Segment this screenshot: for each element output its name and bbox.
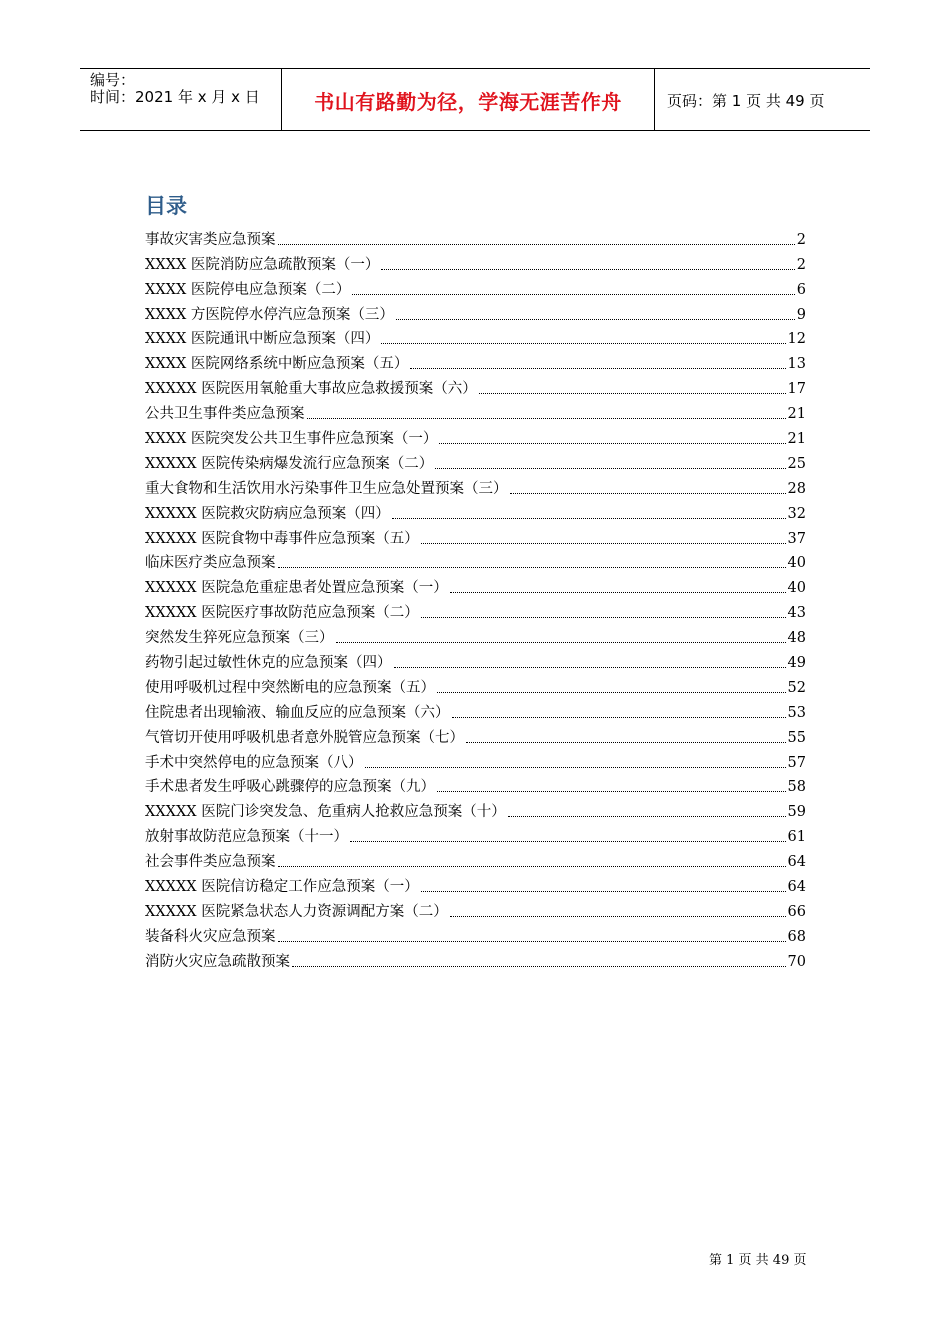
toc-entry[interactable] (145, 324, 806, 349)
toc-entry-page[interactable]: 59 (787, 804, 806, 821)
toc-entry-page[interactable]: 40 (787, 555, 806, 572)
toc-entry-page[interactable]: 6 (796, 281, 806, 298)
toc-entry-page[interactable]: 49 (787, 655, 806, 672)
toc-dot-leader (336, 642, 786, 643)
toc-entry-title[interactable]: 使用呼吸机过程中突然断电的应急预案（五） (145, 679, 435, 696)
toc-entry-page[interactable]: 52 (787, 679, 806, 696)
toc-dot-leader (479, 393, 786, 394)
toc-entry[interactable] (145, 697, 806, 722)
toc-entry[interactable] (145, 871, 806, 896)
toc-entry-title[interactable]: 药物引起过敏性休克的应急预案（四） (145, 655, 392, 672)
toc-entry[interactable] (145, 722, 806, 747)
toc-dot-leader (350, 841, 786, 842)
toc-entry-page[interactable]: 53 (787, 704, 806, 721)
toc-entry-title[interactable]: XXXX 方医院停水停汽应急预案（三） (145, 306, 394, 323)
header-meta (80, 69, 282, 130)
toc-entry-page[interactable]: 64 (787, 854, 806, 871)
toc-entry-title[interactable]: 公共卫生事件类应急预案 (145, 406, 305, 423)
toc-entry[interactable] (145, 473, 806, 498)
header-page-info: 页码：第 1 页 共 49 页 (667, 92, 825, 110)
toc-dot-leader (278, 567, 786, 568)
toc-entry-title[interactable]: XXXX 医院网络系统中断应急预案（五） (145, 356, 409, 373)
toc-dot-leader (410, 368, 785, 369)
toc-dot-leader (439, 443, 785, 444)
toc-dot-leader (508, 816, 786, 817)
toc-dot-leader (421, 891, 786, 892)
toc-entry[interactable] (145, 423, 806, 448)
toc-dot-leader (307, 418, 786, 419)
toc-dot-leader (278, 866, 786, 867)
toc-entry-page[interactable]: 48 (787, 630, 806, 647)
toc-entry-page[interactable]: 17 (787, 381, 806, 398)
toc-entry-page[interactable]: 55 (787, 729, 806, 746)
toc-dot-leader (435, 468, 785, 469)
toc-entry-title[interactable]: XXXXX 医院紧急状态人力资源调配方案（二） (145, 903, 448, 920)
toc-entry[interactable] (145, 647, 806, 672)
toc-entry-title[interactable]: 装备科火灾应急预案 (145, 928, 276, 945)
toc-entry-title[interactable]: XXXX 医院停电应急预案（二） (145, 281, 351, 298)
toc-entry[interactable] (145, 622, 806, 647)
toc-entry[interactable] (145, 846, 806, 871)
header-number-label: 编号： (90, 71, 136, 89)
toc-entry-page[interactable]: 2 (796, 231, 806, 248)
toc-dot-leader (394, 667, 786, 668)
toc-entry-page[interactable]: 32 (787, 505, 806, 522)
page-footer: 第 1 页 共 49 页 (709, 1253, 807, 1268)
toc-entry-page[interactable]: 40 (787, 580, 806, 597)
toc-entry-title[interactable]: XXXXX 医院医用氧舱重大事故应急救援预案（六） (145, 381, 477, 398)
toc-entry-title[interactable]: XXXXX 医院医疗事故防范应急预案（二） (145, 605, 419, 622)
toc-entry-title[interactable]: XXXX 医院消防应急疏散预案（一） (145, 256, 380, 273)
toc-entry-title[interactable]: 临床医疗类应急预案 (145, 555, 276, 572)
toc-dot-leader (437, 791, 786, 792)
toc-dot-leader (450, 592, 786, 593)
toc-dot-leader (381, 269, 794, 270)
toc-entry-title[interactable]: XXXXX 医院传染病爆发流行应急预案（二） (145, 455, 434, 472)
toc-dot-leader (278, 941, 786, 942)
toc-entry-page[interactable]: 43 (787, 605, 806, 622)
header-motto-cell (282, 69, 655, 130)
toc-entry-page[interactable]: 21 (787, 431, 806, 448)
toc-entry-page[interactable]: 13 (787, 356, 806, 373)
toc-entry[interactable] (145, 348, 806, 373)
header-page-cell (655, 69, 870, 130)
toc-dot-leader (292, 966, 786, 967)
toc-dot-leader (421, 543, 786, 544)
toc-dot-leader (510, 493, 786, 494)
toc-entry-title[interactable]: XXXXX 医院救灾防病应急预案（四） (145, 505, 390, 522)
toc-entry[interactable] (145, 572, 806, 597)
toc-dot-leader (381, 343, 785, 344)
toc-entry[interactable] (145, 548, 806, 573)
toc-dot-leader (421, 617, 786, 618)
toc-entry-title[interactable]: 消防火灾应急疏散预案 (145, 953, 290, 970)
toc-entry[interactable] (145, 597, 806, 622)
toc-entry-page[interactable]: 25 (787, 455, 806, 472)
table-of-contents (145, 224, 806, 971)
toc-entry[interactable] (145, 299, 806, 324)
toc-entry-title[interactable]: 手术中突然停电的应急预案（八） (145, 754, 363, 771)
toc-entry-page[interactable]: 9 (796, 306, 806, 323)
toc-entry-title[interactable]: XXXXX 医院信访稳定工作应急预案（一） (145, 879, 419, 896)
toc-entry[interactable] (145, 796, 806, 821)
toc-entry[interactable] (145, 498, 806, 523)
toc-entry-title[interactable]: XXXXX 医院急危重症患者处置应急预案（一） (145, 580, 448, 597)
toc-entry[interactable] (145, 896, 806, 921)
toc-entry-title[interactable]: 事故灾害类应急预案 (145, 231, 276, 248)
toc-dot-leader (452, 717, 786, 718)
toc-entry-page[interactable]: 28 (787, 480, 806, 497)
toc-dot-leader (450, 916, 786, 917)
toc-entry-title[interactable]: 重大食物和生活饮用水污染事件卫生应急处置预案（三） (145, 480, 508, 497)
toc-entry-page[interactable]: 64 (787, 879, 806, 896)
toc-entry-page[interactable]: 57 (787, 754, 806, 771)
toc-entry[interactable] (145, 448, 806, 473)
toc-entry[interactable] (145, 523, 806, 548)
toc-entry-title[interactable]: XXXX 医院通讯中断应急预案（四） (145, 331, 380, 348)
toc-entry[interactable] (145, 224, 806, 249)
toc-entry-title[interactable]: XXXXX 医院食物中毒事件应急预案（五） (145, 530, 419, 547)
toc-entry[interactable] (145, 772, 806, 797)
toc-dot-leader (352, 294, 794, 295)
toc-entry-title[interactable]: 放射事故防范应急预案（十一） (145, 829, 348, 846)
toc-entry[interactable] (145, 946, 806, 971)
toc-entry-title[interactable]: 气管切开使用呼吸机患者意外脱管应急预案（七） (145, 729, 464, 746)
toc-entry-page[interactable]: 58 (787, 779, 806, 796)
toc-entry[interactable] (145, 249, 806, 274)
toc-dot-leader (396, 319, 795, 320)
toc-dot-leader (278, 244, 795, 245)
toc-entry-page[interactable]: 66 (787, 903, 806, 920)
toc-entry[interactable] (145, 672, 806, 697)
toc-dot-leader (365, 767, 786, 768)
toc-entry-page[interactable]: 2 (796, 256, 806, 273)
toc-dot-leader (392, 518, 786, 519)
toc-entry-page[interactable]: 70 (787, 953, 806, 970)
toc-entry-title[interactable]: 住院患者出现输液、输血反应的应急预案（六） (145, 704, 450, 721)
toc-entry-page[interactable]: 12 (787, 331, 806, 348)
toc-entry-page[interactable]: 68 (787, 928, 806, 945)
toc-entry[interactable] (145, 274, 806, 299)
toc-entry-page[interactable]: 37 (787, 530, 806, 547)
toc-entry-title[interactable]: XXXX 医院突发公共卫生事件应急预案（一） (145, 431, 438, 448)
toc-entry-title[interactable]: 手术患者发生呼吸心跳骤停的应急预案（九） (145, 779, 435, 796)
toc-entry[interactable] (145, 373, 806, 398)
toc-entry[interactable] (145, 921, 806, 946)
toc-entry-title[interactable]: 突然发生猝死应急预案（三） (145, 630, 334, 647)
toc-entry-title[interactable]: XXXXX 医院门诊突发急、危重病人抢救应急预案（十） (145, 804, 506, 821)
toc-entry[interactable] (145, 398, 806, 423)
header-motto: 书山有路勤为径，学海无涯苦作舟 (314, 90, 622, 114)
header-time-label: 时间：2021 年 x 月 x 日 (90, 88, 260, 106)
toc-entry-page[interactable]: 61 (787, 829, 806, 846)
toc-entry-page[interactable]: 21 (787, 406, 806, 423)
toc-dot-leader (466, 742, 786, 743)
toc-entry-title[interactable]: 社会事件类应急预案 (145, 854, 276, 871)
toc-entry[interactable] (145, 747, 806, 772)
toc-entry[interactable] (145, 821, 806, 846)
page-header (80, 68, 870, 131)
toc-dot-leader (437, 692, 786, 693)
toc-title: 目录 (145, 194, 187, 218)
